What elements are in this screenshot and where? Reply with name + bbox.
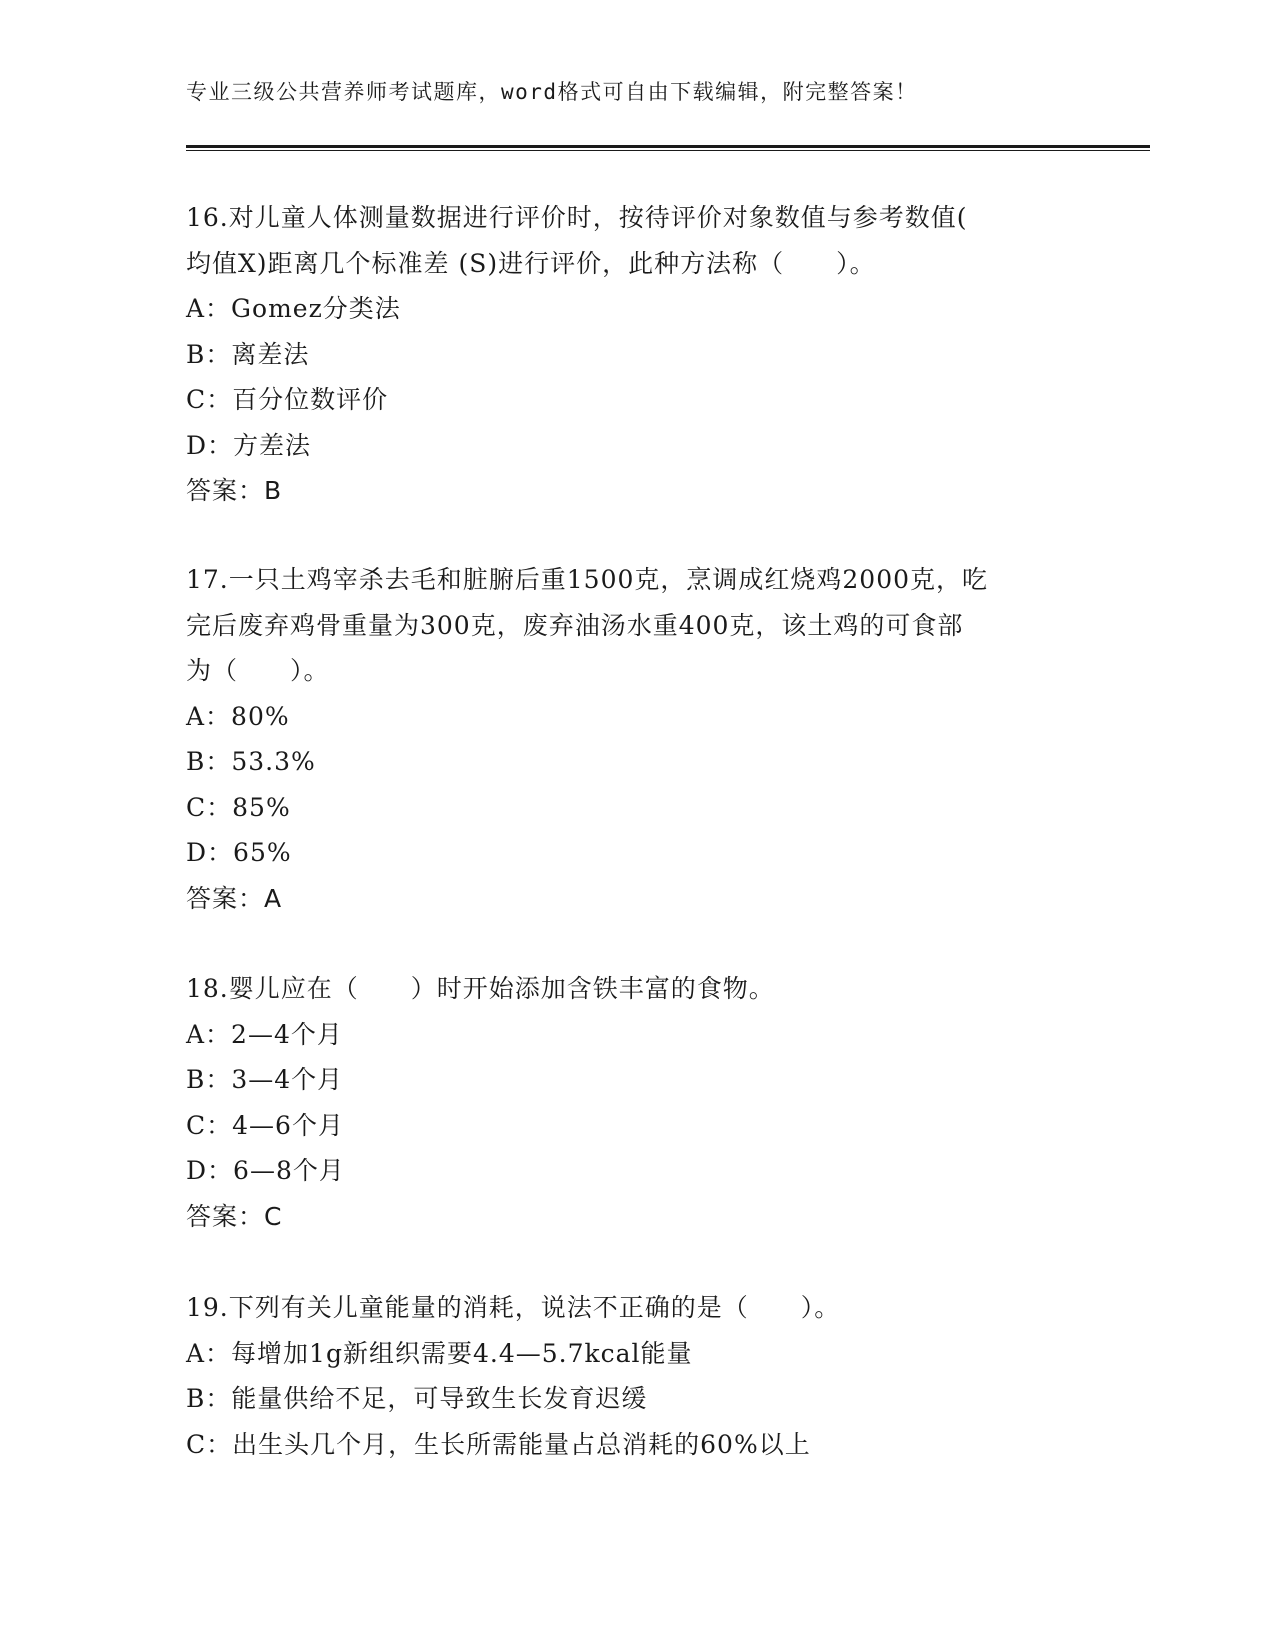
question-stem-line: 16.对儿童人体测量数据进行评价时，按待评价对象数值与参考数值(	[186, 203, 968, 232]
question-stem-line: 为（ ）。	[186, 656, 330, 685]
question-16	[186, 195, 1086, 514]
option-a: A：Gomez分类法	[186, 294, 401, 323]
option-c: C：出生头几个月，生长所需能量占总消耗的60%以上	[186, 1429, 811, 1459]
question-stem-line: 18.婴儿应在（ ）时开始添加含铁丰富的食物。	[186, 974, 775, 1003]
option-b: B：能量供给不足，可导致生长发育迟缓	[186, 1384, 648, 1413]
question-19	[186, 1285, 1086, 1467]
option-d: D：6—8个月	[186, 1156, 345, 1185]
option-d: D：方差法	[186, 430, 312, 460]
option-a: A：每增加1g新组织需要4.4—5.7kcal能量	[186, 1338, 693, 1368]
option-c: C：百分位数评价	[186, 385, 389, 414]
option-a: A：2—4个月	[186, 1019, 343, 1049]
question-stem-line: 完后废弃鸡骨重量为300克，废弃油汤水重400克，该土鸡的可食部	[186, 610, 964, 640]
answer-line: 答案：B	[186, 476, 283, 505]
option-c: C：4—6个月	[186, 1110, 344, 1140]
question-17	[186, 557, 1086, 921]
answer-line: 答案：A	[186, 883, 283, 913]
answer-line: 答案：C	[186, 1201, 283, 1231]
header-divider	[186, 145, 1150, 151]
question-stem-line: 均值X)距离几个标准差 (S)进行评价，此种方法称（ ）。	[186, 248, 876, 278]
question-stem-line: 19.下列有关儿童能量的消耗，说法不正确的是（ ）。	[186, 1293, 841, 1322]
option-d: D：65%	[186, 838, 292, 867]
option-a: A：80%	[186, 701, 290, 731]
question-18	[186, 966, 1086, 1239]
option-b: B：离差法	[186, 339, 310, 369]
option-b: B：3—4个月	[186, 1065, 344, 1094]
question-stem-line: 17.一只土鸡宰杀去毛和脏腑后重1500克，烹调成红烧鸡2000克，吃	[186, 565, 989, 594]
option-c: C：85%	[186, 792, 291, 822]
option-b: B：53.3%	[186, 747, 316, 776]
page-header: 专业三级公共营养师考试题库，word格式可自由下载编辑，附完整答案！	[186, 80, 918, 104]
